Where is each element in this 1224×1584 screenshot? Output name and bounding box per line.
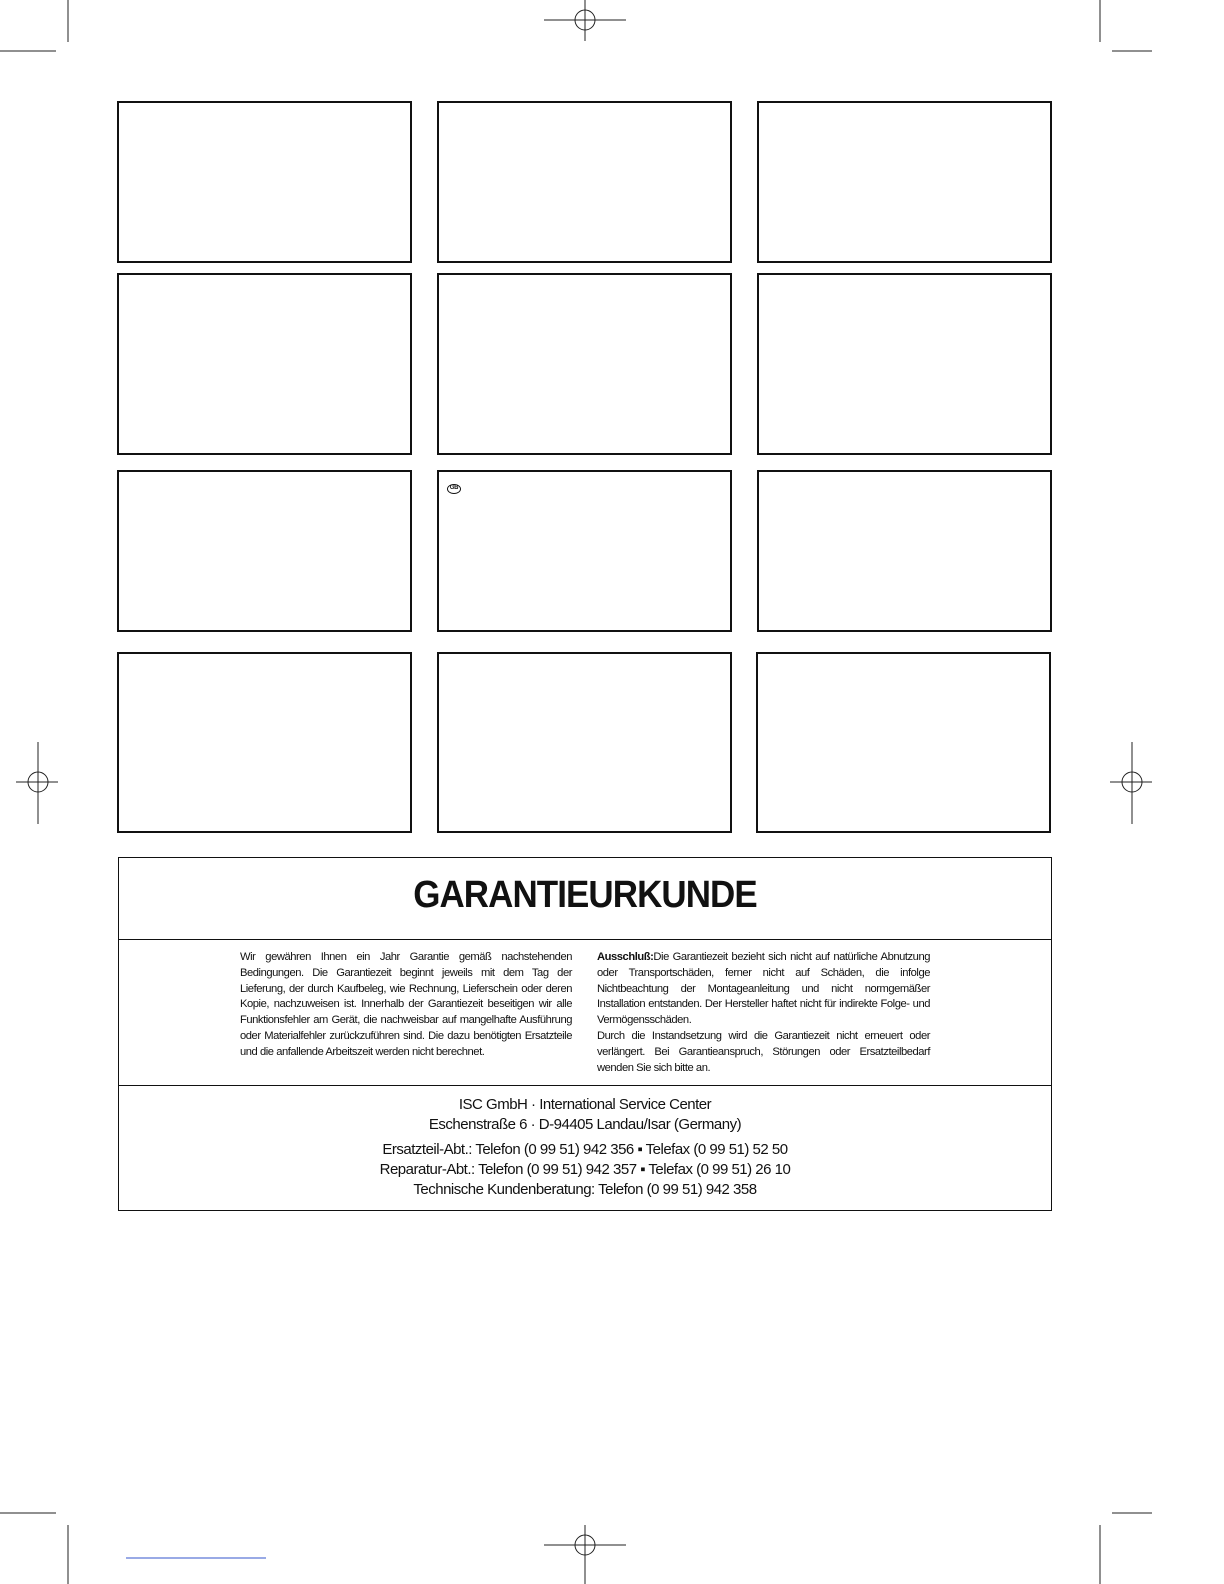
grid-box-r2c2 xyxy=(437,273,732,455)
registration-mark-right xyxy=(1110,742,1152,824)
grid-box-r2c3 xyxy=(757,273,1052,455)
grid-box-r3c2 xyxy=(437,470,732,632)
language-badge-icon: GB xyxy=(447,484,461,494)
grid-box-r3c3 xyxy=(757,470,1052,632)
certificate-title: GARANTIEURKUNDE xyxy=(413,874,757,916)
renewal-text: Durch die Instandsetzung wird die Garantiezeit nicht erneuert oder verlängert. Bei Garantieanspruch, Störungen oder Ersatzteilbedarf wenden Sie sich bitte an. xyxy=(597,1029,930,1074)
registration-mark-left xyxy=(16,742,58,824)
grid-box-r4c3 xyxy=(756,652,1051,833)
technical-contact: Technische Kundenberatung: Telefon (0 99 51) 942 358 xyxy=(413,1181,757,1198)
grid-box-r2c1 xyxy=(117,273,412,455)
warranty-certificate xyxy=(118,857,1052,1211)
certificate-terms xyxy=(119,940,1051,1086)
grid-box-r4c1 xyxy=(117,652,412,833)
certificate-contact xyxy=(119,1086,1051,1210)
grid-box-r1c2 xyxy=(437,101,732,263)
grid-box-r1c1 xyxy=(117,101,412,263)
warranty-conditions-text: Wir gewähren Ihnen ein Jahr Garantie gemäß nachstehenden Bedingungen. Die Garantiezeit beginnt jeweils mit dem Tag der Lieferung, der durch Kaufbeleg, wie Rechnung, Lieferschein oder deren Kopie, nachzuweisen ist. Innerhalb der Garantiezeit beseitigen wir alle Funktionsfehler am Gerät, die nachweisbar auf mangelhafte Ausführung oder Materialfehler zurückzuführen sind. Die dazu benötigten Ersatzteile und die anfallende Arbeitszeit werden nicht berechnet. xyxy=(240,951,572,1058)
exclusion-label: Ausschluß: xyxy=(597,951,654,963)
certificate-header xyxy=(119,858,1051,940)
grid-box-r4c2 xyxy=(437,652,732,833)
registration-mark-bottom xyxy=(544,1525,626,1584)
exclusion-paragraph xyxy=(597,950,930,1029)
company-address: Eschenstraße 6 · D-94405 Landau/Isar (Germany) xyxy=(428,1116,742,1133)
terms-right-column xyxy=(597,950,930,1076)
repair-contact: Reparatur-Abt.: Telefon (0 99 51) 942 357 ▪ Telefax (0 99 51) 26 10 xyxy=(379,1161,791,1178)
exclusion-text: Die Garantiezeit bezieht sich nicht auf natürliche Abnutzung oder Transportschäden, ferner nicht auf Schäden, die infolge Nichtbeachtung der Montageanleitung und nicht normgemäßer Installation entstanden. Der Hersteller haftet nicht für indirekte Folge- und Vermögensschäden. xyxy=(597,951,930,1027)
registration-mark-top xyxy=(544,0,626,41)
grid-box-r1c3 xyxy=(757,101,1052,263)
terms-left-column xyxy=(240,950,572,1061)
company-name: ISC GmbH · International Service Center xyxy=(458,1096,712,1113)
grid-box-r3c1 xyxy=(117,470,412,632)
spare-parts-contact: Ersatzteil-Abt.: Telefon (0 99 51) 942 356 ▪ Telefax (0 99 51) 52 50 xyxy=(382,1141,788,1158)
